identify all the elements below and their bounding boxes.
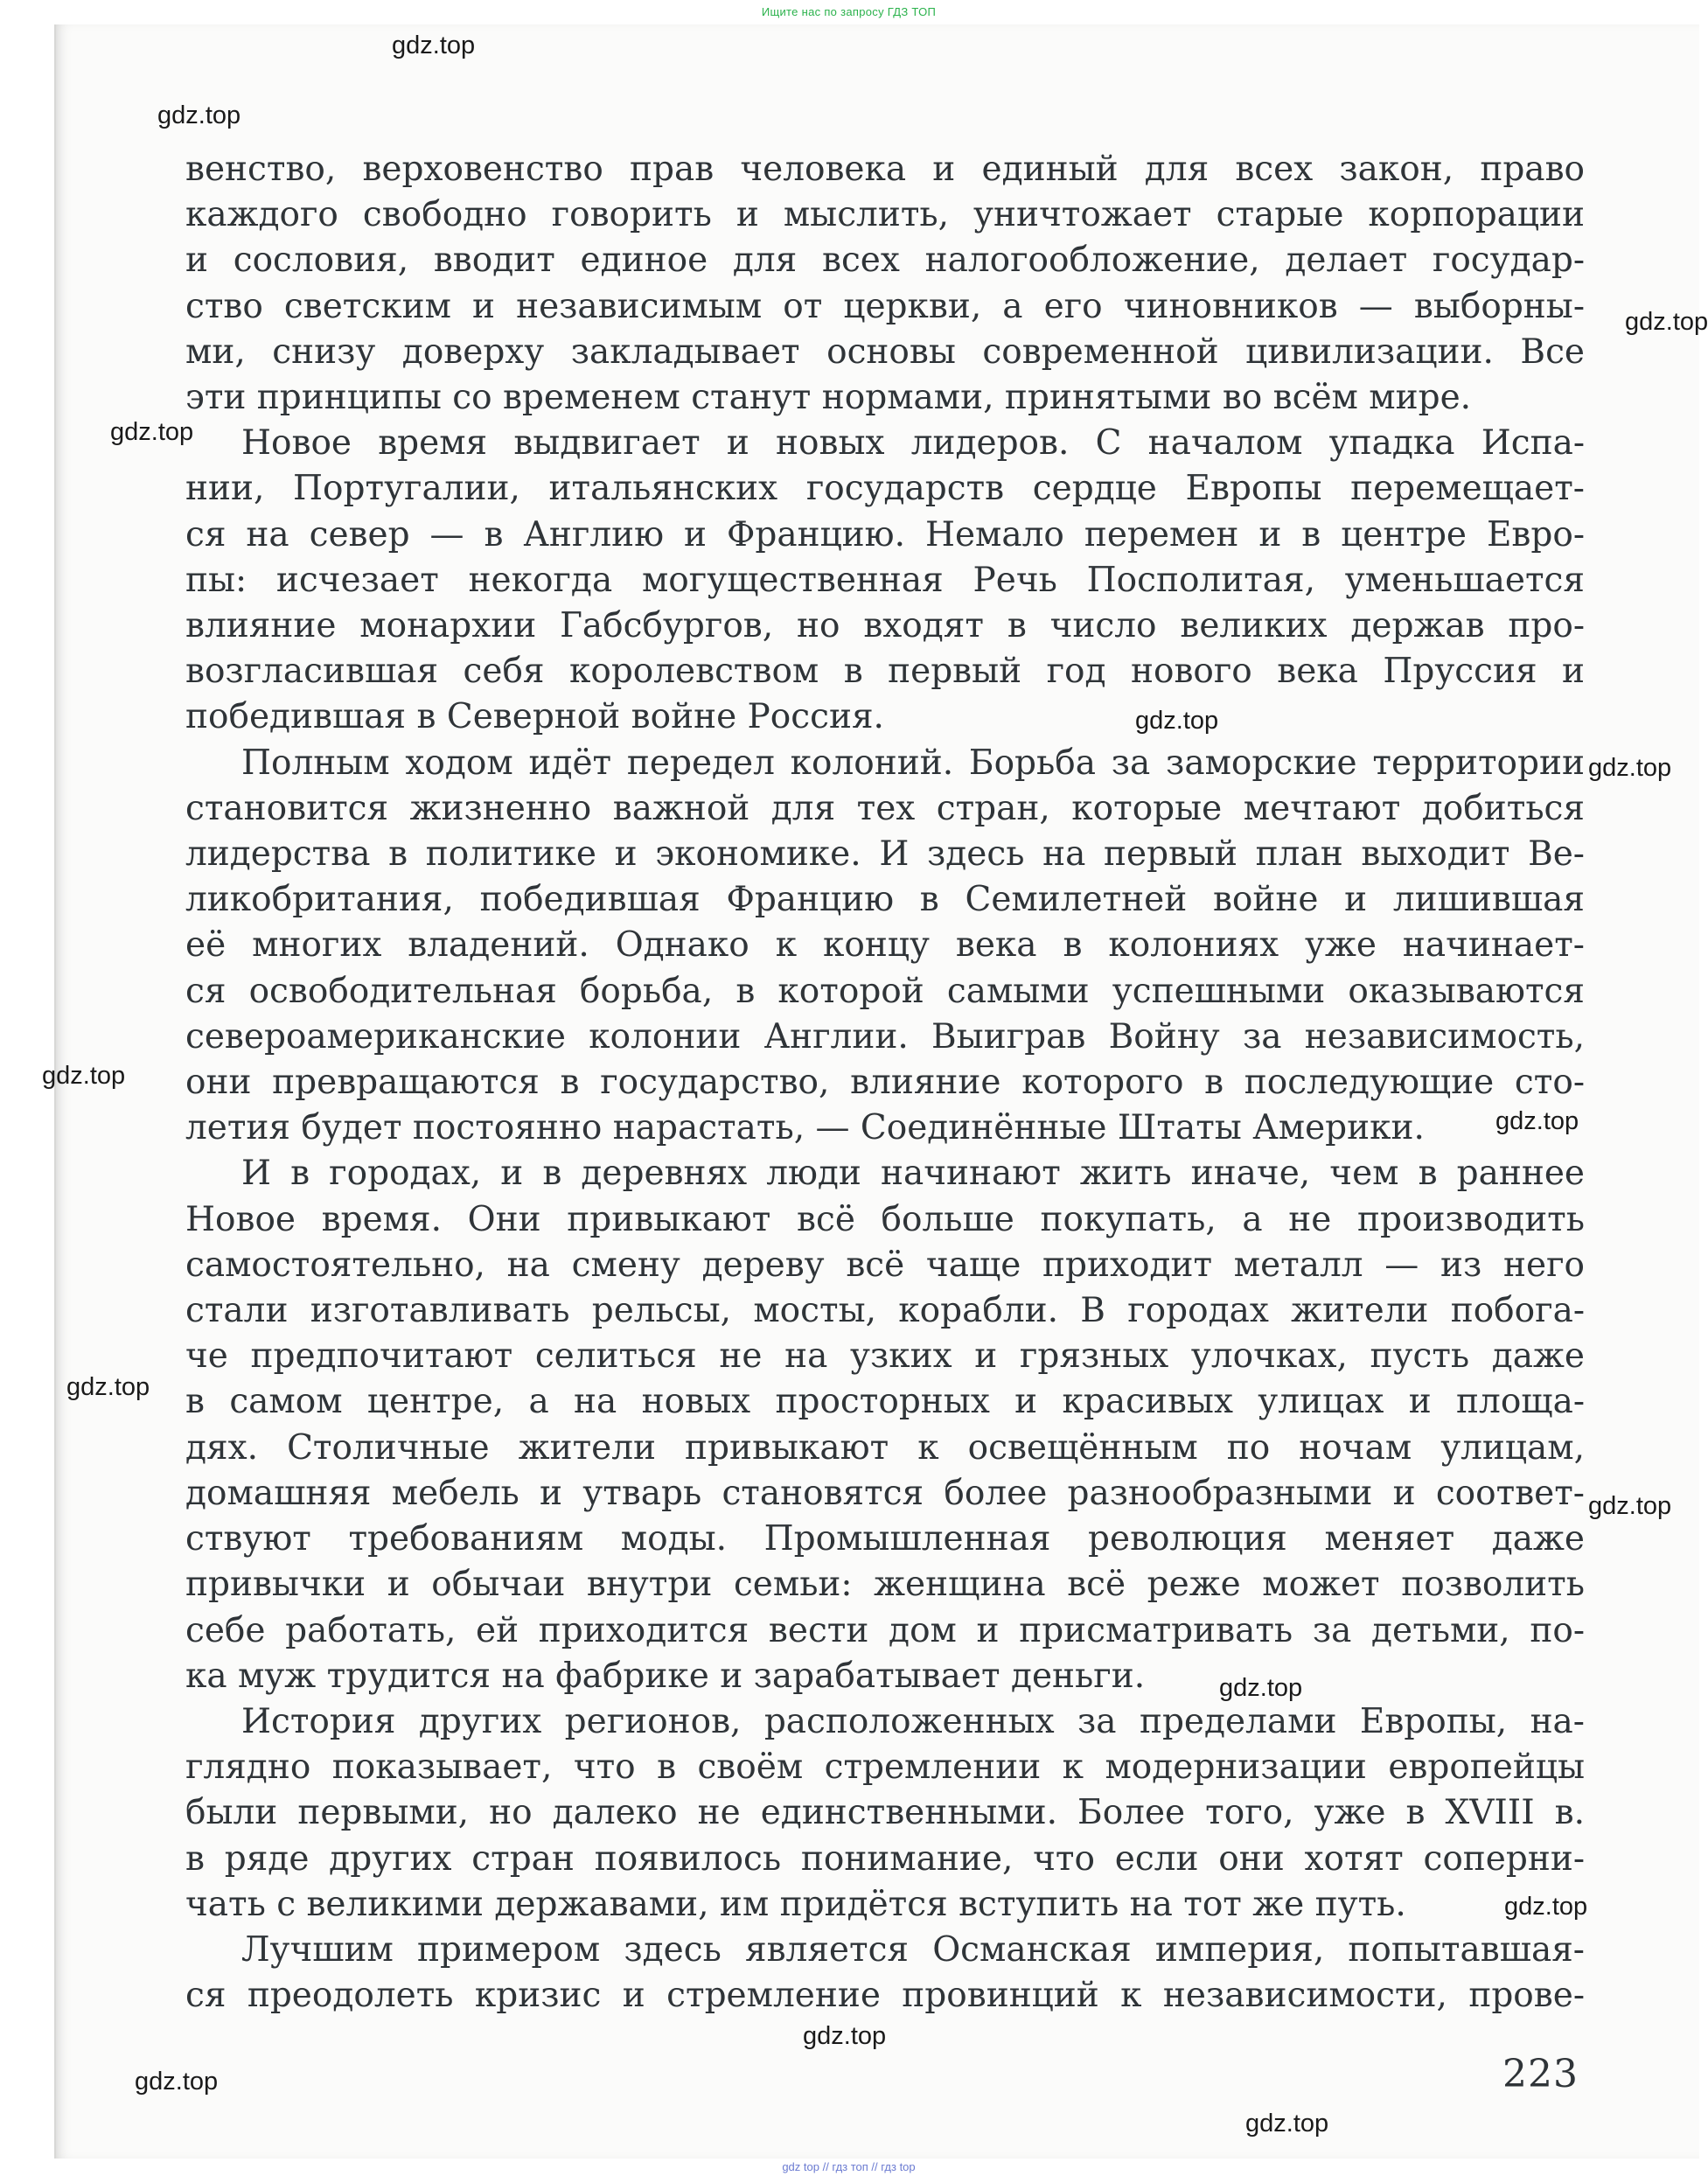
text-line: становится жизненно важной для тех стран, которые мечтают добиться <box>185 788 1585 828</box>
body-text <box>185 147 1588 2019</box>
text-line: возгласившая себя королевством в первый год нового века Пруссия и <box>185 652 1585 692</box>
text-line: ся освободительная борьба, в которой самыми успешными оказываются <box>185 971 1585 1011</box>
text-line: пы: исчезает некогда могущественная Речь Посполитая, уменьшается <box>185 560 1585 600</box>
text-line: лидерства в политике и экономике. И здесь на первый план выходит Ве- <box>185 834 1585 875</box>
paragraph-4 <box>185 1151 1585 1698</box>
text-line: И в городах, и в деревнях люди начинают жить иначе, чем в раннее <box>241 1154 1585 1194</box>
text-line: ми, снизу доверху закладывает основы современной цивилизации. Все <box>185 331 1585 372</box>
text-line: победившая в Северной войне Россия. <box>185 697 884 737</box>
text-line: были первыми, но далеко не единственными. Более того, уже в XVIII в. <box>185 1793 1585 1833</box>
text-line: летия будет постоянно нарастать, — Соединённые Штаты Америки. <box>185 1108 1425 1148</box>
watermark: gdz.top <box>1245 2110 1329 2138</box>
text-line: Полным ходом идёт передел колоний. Борьба за заморские территории <box>241 743 1585 783</box>
text-line: венство, верховенство прав человека и единый для всех закон, право <box>185 150 1585 189</box>
paragraph-1 <box>185 147 1585 421</box>
page-number: 223 <box>1502 2052 1579 2096</box>
text-line: дях. Столичные жители привыкают к освещённым по ночам улицам, <box>185 1427 1585 1468</box>
watermark: gdz.top <box>803 2022 887 2050</box>
watermark: gdz.top <box>1495 1107 1579 1135</box>
text-line: глядно показывает, что в своём стремлении к модернизации европейцы <box>185 1747 1585 1788</box>
text-line: североамериканские колонии Англии. Выиграв Войну за независимость, <box>185 1016 1585 1057</box>
text-line: каждого свободно говорить и мыслить, уничтожает старые корпорации <box>185 195 1585 235</box>
text-line: самостоятельно, на смену дереву всё чаще приходит металл — из него <box>185 1245 1585 1285</box>
text-line: нии, Португалии, итальянских государств сердце Европы перемещает- <box>185 469 1585 509</box>
text-line: ликобритания, победившая Францию в Семилетней войне и лишившая <box>185 880 1585 920</box>
watermark: gdz.top <box>1588 754 1672 782</box>
watermark: gdz.top <box>1504 1893 1588 1921</box>
text-line: влияние монархии Габсбургов, но входят в число великих держав про- <box>185 606 1585 646</box>
text-line: ство светским и независимым от церкви, а его чиновников — выборны- <box>185 286 1585 326</box>
text-line: чать с великими державами, им придётся вступить на тот же путь. <box>185 1884 1406 1924</box>
text-line: Новое время. Они привыкают всё больше покупать, а не производить <box>185 1199 1585 1239</box>
text-line: ся на север — в Англию и Францию. Немало перемен и в центре Евро- <box>185 514 1585 554</box>
watermark: gdz.top <box>1625 308 1708 336</box>
text-line: они превращаются в государство, влияние которого в последующие сто- <box>185 1063 1585 1103</box>
text-line: домашняя мебель и утварь становятся более разнообразными и соответ- <box>185 1473 1585 1513</box>
paragraph-3 <box>185 741 1585 1152</box>
watermark: gdz.top <box>392 31 476 59</box>
text-line: История других регионов, расположенных за пределами Европы, на- <box>241 1701 1585 1741</box>
watermark: gdz.top <box>1219 1674 1303 1702</box>
text-line: ка муж трудится на фабрике и зарабатывает деньги. <box>185 1656 1146 1696</box>
watermark: gdz.top <box>42 1062 126 1090</box>
watermark: gdz.top <box>66 1373 150 1401</box>
text-line: Лучшим примером здесь является Османская империя, попытавшая- <box>241 1929 1585 1970</box>
text-line: ствуют требованиям моды. Промышленная революция меняет даже <box>185 1519 1585 1559</box>
text-line: эти принципы со временем станут нормами, принятыми во всём мире. <box>185 378 1472 418</box>
top-banner: Ищите нас по запросу ГДЗ ТОП <box>761 5 937 18</box>
bottom-banner: gdz top // гдз топ // гдз top <box>782 2160 916 2173</box>
text-line: в ряде других стран появилось понимание, что если они хотят соперни- <box>185 1838 1585 1879</box>
paragraph-6 <box>185 1928 1585 2019</box>
watermark: gdz.top <box>135 2068 219 2096</box>
text-line: Новое время выдвигает и новых лидеров. С началом упадка Испа- <box>241 423 1585 464</box>
paragraph-2 <box>185 421 1585 740</box>
text-line: в самом центре, а на новых просторных и красивых улицах и площа- <box>185 1382 1585 1422</box>
text-line: привычки и обычаи внутри семьи: женщина всё реже может позволить <box>185 1565 1585 1605</box>
text-line: ся преодолеть кризис и стремление провинций к независимости, прове- <box>185 1976 1585 2016</box>
text-line: че предпочитают селиться не на узких и грязных улочках, пусть даже <box>185 1336 1585 1377</box>
text-line: себе работать, ей приходится вести дом и присматривать за детьми, по- <box>185 1610 1585 1650</box>
text-line: и сословия, вводит единое для всех налогообложение, делает государ- <box>185 241 1585 281</box>
watermark: gdz.top <box>1588 1492 1672 1520</box>
watermark: gdz.top <box>1135 707 1219 735</box>
watermark: gdz.top <box>157 101 241 129</box>
paragraph-5 <box>185 1699 1588 1928</box>
watermark: gdz.top <box>110 418 194 446</box>
text-line: стали изготавливать рельсы, мосты, корабли. В городах жители побога- <box>185 1291 1585 1331</box>
text-line: её многих владений. Однако к концу века в колониях уже начинает- <box>185 925 1585 966</box>
